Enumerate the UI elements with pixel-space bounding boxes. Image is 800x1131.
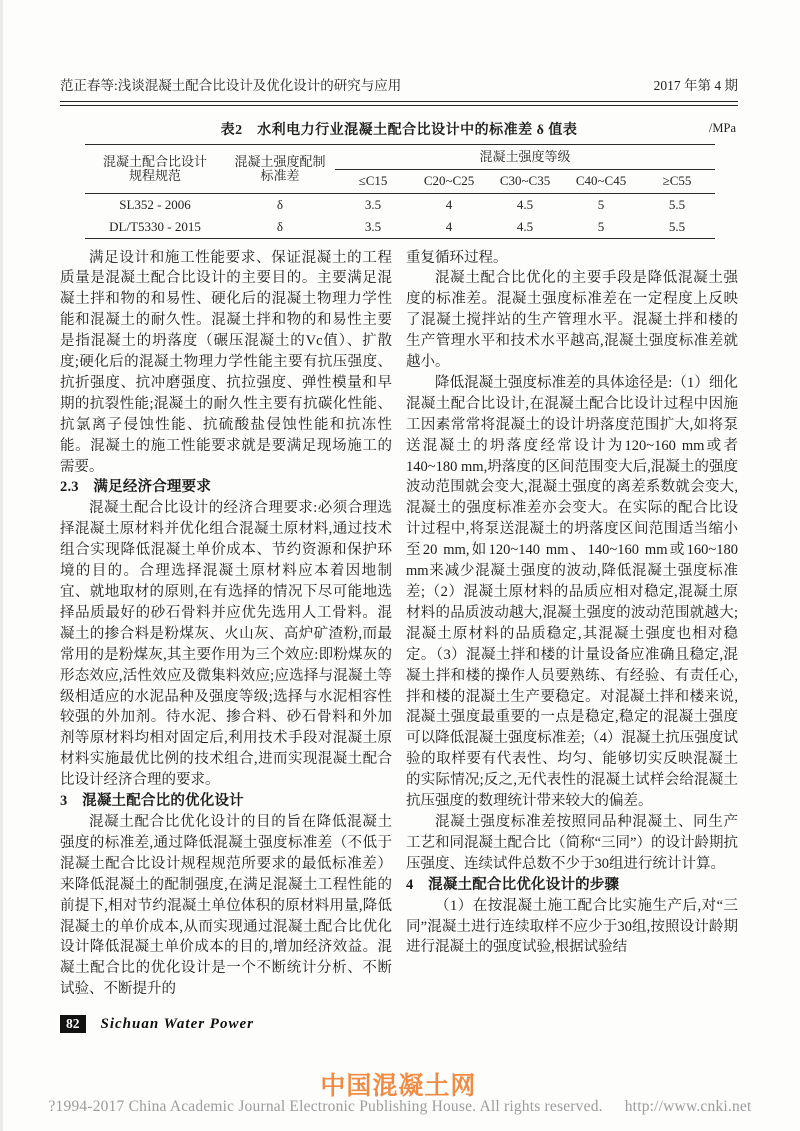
text-block: 降低混凝土强度标准差的具体途径是:（1）细化混凝土配合比设计,在混凝土配合比设计过程中因施工因素常常将混凝土的设计坍落度范围扩大,如将泵送混凝土的坍落度经常设计为120~160 mm或者140~180 mm,坍落度的区间范围变大后,混凝土的强度波动范围就会变大,混凝土强度的离差系数就会变大,混凝土的强度标准差亦会变大。在实际的配合比设计过程中,将泵送混凝土的坍落度区间范围适当缩小至20 mm,如120~140 mm、140~160 mm或160~180 mm来减少混凝土强度的波动,降低混凝土强度标准差;（2）混凝土原材料的品质应相对稳定,混凝土原材料的品质波动越大,混凝土强度的波动范围就越大;混凝土原材料的品质稳定,其混凝土强度也相对稳定。（3）混凝土拌和楼的计量设备应准确且稳定,混凝土拌和楼的操作人员要熟练、有经验、有责任心,拌和楼的混凝土生产要稳定。对混凝土拌和楼来说,混凝土强度最重要的一点是稳定,稳定的混凝土强度可以降低混凝土强度标准差;（4）混凝土抗压强度试验的取样要有代表性、均匀、能够切实反映混凝土的实际情况;反之,无代表性的混凝土试样会给混凝土抗压强度的数理统计带来较大的偏差。 bbox=[406, 374, 738, 810]
text-block: 混凝土配合比优化的主要手段是降低混凝土强度的标准差。混凝土强度标准差在一定程度上反映了混凝土搅拌站的生产管理水平。混凝土拌和楼的生产管理水平和技术水平越高,混凝土强度标准差就越小。 bbox=[406, 270, 738, 371]
body-left-column bbox=[60, 248, 392, 1001]
body-right-column bbox=[406, 248, 738, 1001]
table-cell: 5 bbox=[597, 218, 605, 234]
table-cell: 4 bbox=[445, 196, 453, 212]
table-header-grade: ≤C15 bbox=[335, 169, 411, 193]
journal-name: Sichuan Water Power bbox=[100, 1015, 254, 1032]
table-header-grade: ≥C55 bbox=[639, 169, 715, 193]
text-block: 满足设计和施工性能要求、保证混凝土的工程质量是混凝土配合比设计的主要目的。主要满足混凝土拌和物的和易性、硬化后的混凝土物理力学性能和混凝土的耐久性。混凝土拌和物的和易性主要是指混凝土的坍落度（碾压混凝土的Vc值）、扩散度;硬化后的混凝土物理力学性能主要有抗压强度、抗折强度、抗冲磨强度、抗拉强度、弹性模量和早期的抗裂性能;混凝土的耐久性主要有抗碳化性能、抗氯离子侵蚀性能、抗硫酸盐侵蚀性能和抗冻性能。混凝土的施工性能要求就是要满足现场施工的需要。 bbox=[60, 249, 392, 475]
text-block: 重复循环过程。 bbox=[406, 249, 508, 266]
table-header-stddev-line1: 混凝土强度配制 bbox=[234, 153, 326, 169]
page-number-badge: 82 bbox=[60, 1015, 86, 1033]
table-row bbox=[85, 216, 715, 239]
cnki-watermark: 中国混凝土网 bbox=[320, 1072, 477, 1100]
table-unit-label: /MPa bbox=[708, 120, 736, 135]
text-block: 混凝土配合比设计的经济合理要求:必须合理选择混凝土原材料并优化组合混凝土原材料,通过技术组合实现降低混凝土单价成本、节约资源和保护环境的目的。合理选择混凝土原材料应本着因地制宜、就地取材的原则,在有选择的情况下尽可能地选择品质最好的砂石骨料并应优先选用人工骨料。混凝土的掺合料是粉煤灰、火山灰、高炉矿渣粉,而最常用的是粉煤灰,其主要作用为三个效应:即粉煤灰的形态效应,活性效应及微集料效应;应选择与混凝土等级相适应的水泥品种及强度等级;选择与水泥相容性较强的外加剂。待水泥、掺合料、砂石骨料和外加剂等原材料均相对固定后,利用技术手段对混凝土原材料实施最优比例的技术组合,进而实现混凝土配合比设计经济合理的要求。 bbox=[60, 500, 392, 789]
table-cell: 3.5 bbox=[364, 218, 382, 234]
table-cell: 4 bbox=[445, 218, 453, 234]
table-header-spec bbox=[85, 144, 225, 193]
text-block: 2.3 满足经济合理要求 bbox=[60, 479, 212, 496]
table-row bbox=[85, 193, 715, 216]
table-cell: δ bbox=[276, 218, 284, 234]
running-header bbox=[60, 74, 738, 94]
table-header-stddev bbox=[225, 144, 335, 193]
table-cell: 5.5 bbox=[668, 196, 686, 212]
table-cell: 5 bbox=[597, 196, 605, 212]
table-header-grade: C40~C45 bbox=[563, 169, 639, 193]
table-header-grade: C30~C35 bbox=[487, 169, 563, 193]
body-columns bbox=[60, 248, 738, 1001]
copyright-url: http://www.cnki.net bbox=[624, 1098, 752, 1115]
table-header-grade-group: 混凝土强度等级 bbox=[335, 144, 715, 169]
table-cell: 4.5 bbox=[516, 196, 534, 212]
table-header-spec-line2: 规程规范 bbox=[128, 167, 181, 183]
text-block: 4 混凝土配合比优化设计的步骤 bbox=[406, 876, 620, 893]
page-footer bbox=[60, 1015, 738, 1033]
table-header-grade: C20~C25 bbox=[411, 169, 487, 193]
running-title: 范正春等:浅谈混凝土配合比设计及优化设计的研究与应用 bbox=[60, 78, 402, 93]
copyright-text: ?1994-2017 China Academic Journal Electronic Publishing House. All rights reserved. bbox=[48, 1098, 603, 1115]
standards-table bbox=[85, 144, 715, 239]
table-header-spec-line1: 混凝土配合比设计 bbox=[102, 153, 207, 169]
text-block: 混凝土强度标准差按照同品种混凝土、同生产工艺和同混凝土配合比（简称“三同”）的设计龄期抗压强度、连续试件总数不少于30组进行统计计算。 bbox=[406, 813, 738, 872]
table-cell: DL/T5330 - 2015 bbox=[109, 218, 201, 234]
table-body bbox=[85, 193, 715, 238]
header-double-rule bbox=[60, 101, 738, 106]
table-caption: 表2 水利电力行业混凝土配合比设计中的标准差 δ 值表 bbox=[220, 122, 578, 138]
text-block: 3 混凝土配合比的优化设计 bbox=[60, 793, 244, 810]
issue-label: 2017 年第 4 期 bbox=[653, 78, 738, 93]
table-header-row-1 bbox=[85, 144, 715, 169]
text-block: 混凝土配合比优化设计的目的旨在降低混凝土强度的标准差,通过降低混凝土强度标准差（不低于混凝土配合比设计规程规范所要求的最低标准差）来降低混凝土的配制强度,在满足混凝土工程性能的前提下,相对节约混凝土单位体积的原材料用量,降低混凝土的单价成本,从而实现通过混凝土配合比优化设计降低混凝土单价成本的目的,增加经济效益。混凝土配合比的优化设计是一个不断统计分析、不断试验、不断提升的 bbox=[60, 813, 392, 998]
table-header-stddev-line2: 标准差 bbox=[260, 167, 300, 183]
text-block: （1）在按混凝土施工配合比实施生产后,对“三同”混凝土进行连续取样不应少于30组,按照设计龄期进行混凝土的强度试验,根据试验结 bbox=[406, 897, 738, 956]
table-cell: 4.5 bbox=[516, 218, 534, 234]
table-cell: 3.5 bbox=[364, 196, 382, 212]
table-cell: 5.5 bbox=[668, 218, 686, 234]
table-cell: δ bbox=[276, 196, 284, 212]
table-caption-row bbox=[60, 119, 738, 139]
table-cell: SL352 - 2006 bbox=[119, 196, 191, 212]
